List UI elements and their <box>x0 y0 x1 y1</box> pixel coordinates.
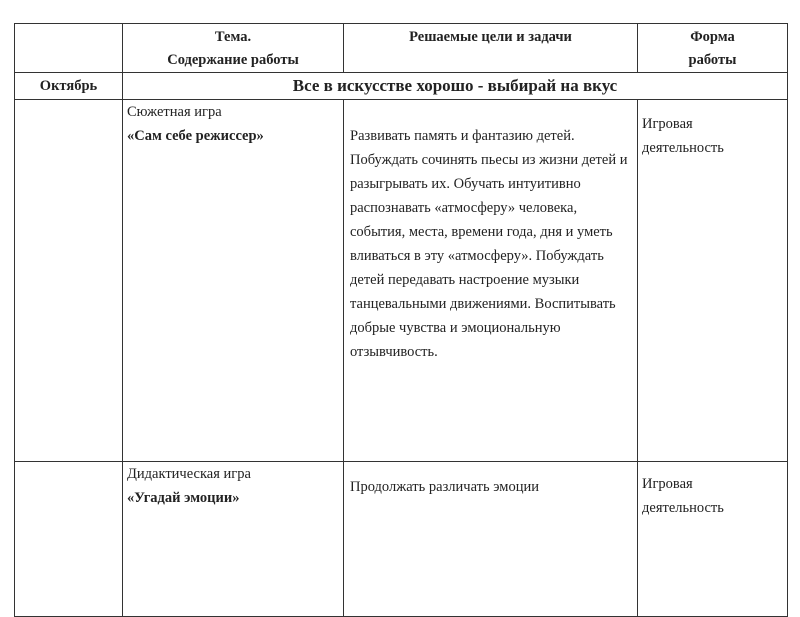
empty-cell <box>15 100 123 462</box>
plan-table <box>14 23 788 617</box>
month-cell: Октябрь <box>15 73 123 100</box>
topic-cell <box>123 462 344 617</box>
activity-type: Сюжетная игра <box>127 104 222 120</box>
header-row <box>15 24 788 73</box>
goals-cell: Развивать память и фантазию детей. Побуждать сочинять пьесы из жизни детей и разыгрывать их. Обучать интуитивно распознавать «атмосферу» человека, события, места, времени года, дня и уметь вливаться в эту «атмосферу». Побуждать детей передавать настроение музыки танцевальными движениями. Воспитывать добрые чувства и эмоциональную отзывчивость. <box>344 100 638 462</box>
activity-title: «Угадай эмоции» <box>127 490 240 506</box>
header-goals: Решаемые цели и задачи <box>409 29 572 45</box>
form-cell <box>638 100 788 462</box>
form-line2: деятельность <box>642 500 724 516</box>
form-line2: деятельность <box>642 140 724 156</box>
header-topic-line1: Тема. <box>214 29 252 45</box>
table-row <box>15 462 788 617</box>
header-topic-cell <box>123 24 344 73</box>
month-row <box>15 73 788 100</box>
activity-title: «Сам себе режиссер» <box>127 128 264 144</box>
form-cell <box>638 462 788 617</box>
form-line1: Игровая <box>642 476 693 492</box>
header-form-cell <box>638 24 788 73</box>
header-goals-cell <box>344 24 638 73</box>
header-topic-line2: Содержание работы <box>167 52 299 68</box>
header-form-line1: Форма <box>690 29 735 45</box>
header-month-cell <box>15 24 123 73</box>
goals-cell: Продолжать различать эмоции <box>344 462 638 617</box>
topic-cell <box>123 100 344 462</box>
empty-cell <box>15 462 123 617</box>
table-row <box>15 100 788 462</box>
header-form-line2: работы <box>688 52 737 68</box>
activity-type: Дидактическая игра <box>127 466 251 482</box>
month-theme: Все в искусстве хорошо - выбирай на вкус <box>123 73 788 100</box>
form-line1: Игровая <box>642 116 693 132</box>
